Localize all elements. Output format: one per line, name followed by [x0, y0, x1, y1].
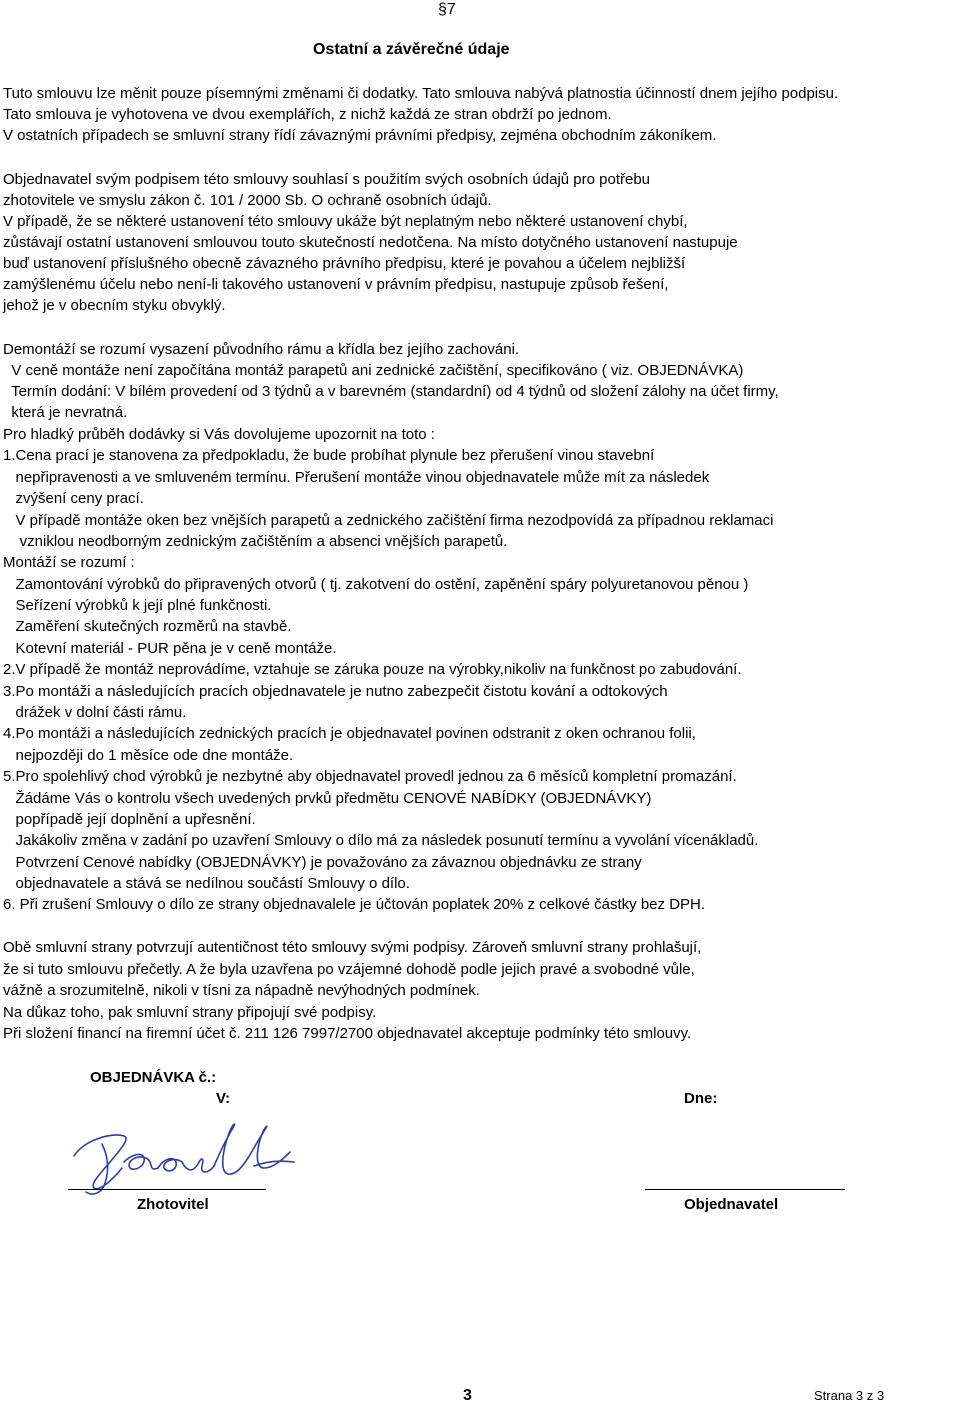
text-line: Jakákoliv změna v zadání po uzavření Smlouvy o dílo má za následek posunutí termínu a vyvolání vícenákladů. — [3, 832, 759, 849]
contractor-label: Zhotovitel — [137, 1196, 209, 1213]
text-line: která je nevratná. — [3, 404, 128, 421]
text-line: Montáží se rozumí : — [3, 554, 135, 571]
text-line: objednavatele a stává se nedílnou součástí Smlouvy o dílo. — [3, 875, 410, 892]
text-line: vážně a srozumitelně, nikoli v tísni za nápadně nevýhodných podmínek. — [3, 982, 480, 999]
date-label: Dne: — [684, 1090, 718, 1107]
text-line: Tato smlouva je vyhotovena ve dvou exemplářích, z nichž každá ze stran obdrží po jednom. — [3, 106, 612, 123]
text-line: V ostatních případech se smluvní strany řídí závaznými právními předpisy, zejména obchodním zákoníkem. — [3, 127, 717, 144]
text-line: že si tuto smlouvu přečetly. A že byla uzavřena po vzájemné dohodě podle jejich pravé a svobodné vůle, — [3, 961, 695, 978]
order-number-label: OBJEDNÁVKA č.: — [90, 1069, 217, 1086]
text-line: Seřízení výrobků k její plné funkčnosti. — [3, 597, 272, 614]
text-line: Žádáme Vás o kontrolu všech uvedených prvků předmětu CENOVÉ NABÍDKY (OBJEDNÁVKY) — [3, 790, 652, 807]
text-line: V případě, že se některé ustanovení této smlouvy ukáže být neplatným nebo některé ustanovení chybí, — [3, 213, 688, 230]
page-number: 3 — [463, 1387, 472, 1404]
text-line: popřípadě její doplnění a upřesnění. — [3, 811, 256, 828]
text-line: zůstávají ostatní ustanovení smlouvou touto skutečností nedotčena. Na místo dotyčného ustanovení nastupuje — [3, 234, 738, 251]
client-signature-line — [645, 1189, 845, 1190]
text-line: V případě montáže oken bez vnějších parapetů a zednického začištění firma nezodpovídá za případnou reklamaci — [3, 512, 774, 529]
text-line: Na důkaz toho, pak smluvní strany připojují své podpisy. — [3, 1004, 377, 1021]
text-line: Zamontování výrobků do připravených otvorů ( tj. zakotvení do ostění, zapěnění spáry polyuretanovou pěnou ) — [3, 576, 749, 593]
text-line: zamýšlenému účelu nebo není-li takového ustanovení v právním předpisu, nastupuje způsob řešení, — [3, 276, 669, 293]
text-line: 6. Při zrušení Smlouvy o dílo ze strany objednavalele je účtován poplatek 20% z celkové částky bez DPH. — [3, 896, 706, 913]
place-label: V: — [216, 1090, 231, 1107]
text-line: 4.Po montáži a následujících zednických pracích je objednavatel povinen odstranit z oken ochranou folii, — [3, 725, 696, 742]
text-line: nepřipravenosti a ve smluveném termínu. Přerušení montáže vinou objednavatele může mít za následek — [3, 469, 710, 486]
text-line: Při složení financí na firemní účet č. 211 126 7997/2700 objednavatel akceptuje podmínky této smlouvy. — [3, 1025, 692, 1042]
text-line: Zaměření skutečných rozměrů na stavbě. — [3, 618, 292, 635]
handwritten-signature — [64, 1118, 298, 1198]
contractor-signature-line — [68, 1189, 266, 1190]
text-line: zvýšení ceny prací. — [3, 490, 144, 507]
page-of-label: Strana 3 z 3 — [814, 1388, 885, 1403]
text-line: Pro hladký průběh dodávky si Vás dovolujeme upozornit na toto : — [3, 426, 435, 443]
text-line: Obě smluvní strany potvrzují autentičnost této smlouvy svými podpisy. Zároveň smluvní strany prohlašují, — [3, 939, 702, 956]
text-line: Termín dodání: V bílém provedení od 3 týdnů a v barevném (standardní) od 4 týdnů od složení zálohy na účet firmy, — [3, 383, 779, 400]
text-line: zhotovitele ve smyslu zákon č. 101 / 2000 Sb. O ochraně osobních údajů. — [3, 192, 492, 209]
text-line: 5.Pro spolehlivý chod výrobků je nezbytné aby objednavatel provedl jednou za 6 měsíců kompletní promazání. — [3, 768, 737, 785]
text-line: Kotevní materiál - PUR pěna je v ceně montáže. — [3, 640, 337, 657]
section-title: Ostatní a závěrečné údaje — [313, 41, 510, 58]
text-line: 1.Cena prací je stanovena za předpokladu, že bude probíhat plynule bez přerušení vinou stavební — [3, 447, 655, 464]
text-line: buď ustanovení příslušného obecně závazného právního předpisu, které je povahou a účelem nejbližší — [3, 255, 686, 272]
text-line: nejpozději do 1 měsíce ode dne montáže. — [3, 747, 294, 764]
text-line: drážek v dolní části rámu. — [3, 704, 187, 721]
client-label: Objednavatel — [684, 1196, 779, 1213]
text-line: V ceně montáže není započítána montáž parapetů ani zednické začištění, specifikováno ( viz. OBJEDNÁVKA) — [3, 362, 744, 379]
text-line: Potvrzení Cenové nabídky (OBJEDNÁVKY) je považováno za závaznou objednávku ze strany — [3, 854, 642, 871]
text-line: jehož je v obecním styku obvyklý. — [3, 297, 226, 314]
text-line: Tuto smlouvu lze měnit pouze písemnými změnami či dodatky. Tato smlouva nabývá platnostia účinností dnem jejího podpisu. — [3, 85, 839, 102]
section-mark: §7 — [438, 1, 456, 18]
text-line: Demontáží se rozumí vysazení původního rámu a křídla bez jejího zachováni. — [3, 341, 520, 358]
text-line: vzniklou neodborným zednickým začištěním a absenci vnějších parapetů. — [3, 533, 508, 550]
text-line: Objednavatel svým podpisem této smlouvy souhlasí s použitím svých osobních údajů pro potřebu — [3, 171, 651, 188]
text-line: 3.Po montáži a následujících pracích objednavatele je nutno zabezpečit čistotu kování a odtokových — [3, 683, 668, 700]
text-line: 2.V případě že montáž neprovádíme, vztahuje se záruka pouze na výrobky,nikoliv na funkčnost po zabudování. — [3, 661, 742, 678]
